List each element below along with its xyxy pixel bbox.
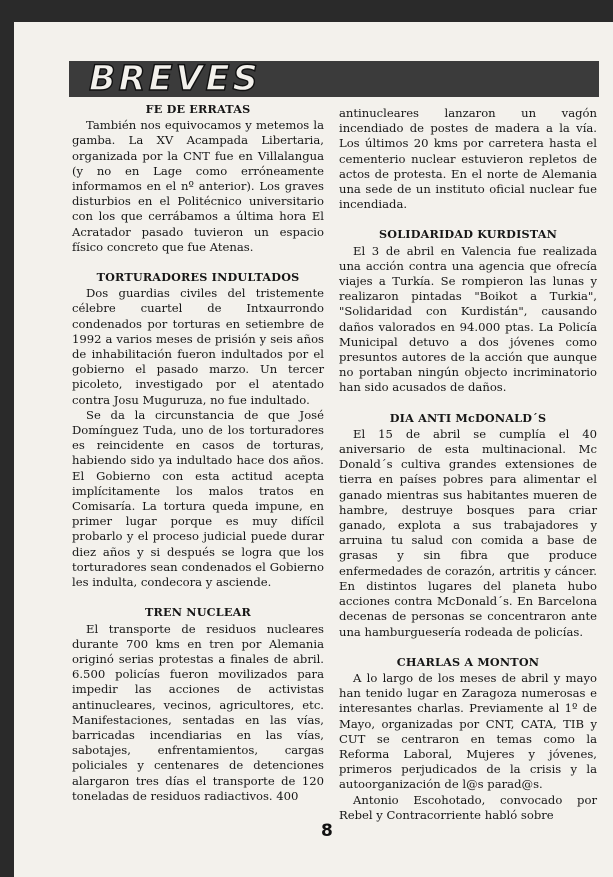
- article-heading: TORTURADORES INDULTADOS: [96, 270, 300, 285]
- article-paragraph: A lo largo de los meses de abril y mayo han tenido lugar en Zaragoza numerosas e interesantes charlas. Previamente al 1º de Mayo, organizadas por CNT, CATA, TIB y CUT se centraron en temas como la Reforma Laboral, Mujeres y jóvenes, primeros perjudicados de la crisis y la autoorganización de l@s parad@s.: [339, 670, 597, 792]
- article-paragraph: El 15 de abril se cumplía el 40 aniversario de esta multinacional. Mc Donald´s cultiva grandes extensiones de tierra en países pobres para alimentar el ganado mientras sus habitantes mueren de hambre, destruye bosques para criar ganado, explota a sus trabajadores y arruina tu salud con comida a base de grasas y sin fibra que produce enfermedades de corazón, artritis y cáncer. En distintos lugares del planeta hubo acciones contra McDonald´s. En Barcelona decenas de personas se concentraron ante una hamburguesería rodeada de policías.: [339, 426, 597, 639]
- article-heading: TREN NUCLEAR: [145, 605, 251, 620]
- article-torturadores-indultados: [72, 270, 324, 590]
- article-paragraph: antinucleares lanzaron un vagón incendiado de postes de madera a la vía. Los últimos 20 kms por carretera hasta el cementerio nuclear estuvieron repletos de actos de protesta. En el norte de Alemania una sede de un instituto oficial nuclear fue incendiada.: [339, 106, 597, 212]
- magazine-page: [14, 22, 613, 877]
- section-banner: [69, 61, 599, 97]
- article-tren-nuclear: [72, 605, 324, 804]
- article-dia-anti-mcdonalds: [339, 411, 597, 640]
- article-heading: DIA ANTI McDONALD´S: [389, 410, 547, 425]
- left-column: [72, 102, 324, 804]
- right-column: [339, 106, 597, 823]
- article-tren-nuclear-continued: [339, 106, 597, 212]
- article-paragraph: También nos equivocamos y metemos la gamba. La XV Acampada Libertaria, organizada por la CNT fue en Villalangua (y no en Lage como erróneamente informamos en el nº anterior). Los graves disturbios en el Politécnico universitario con los que cerrábamos a última hora El Acratador pasado tuvieron un espacio físico concreto que fue Atenas.: [72, 118, 324, 254]
- article-fe-de-erratas: [72, 102, 324, 255]
- article-heading: FE DE ERRATAS: [145, 102, 251, 116]
- article-paragraph: Se da la circunstancia de que José Domínguez Tuda, uno de los torturadores es reincidente en casos de torturas, habiendo sido ya indultado hace dos años. El Gobierno con esta actitud acepta implícitamente los malos tratos en Comisaría. La tortura queda impune, en primer lugar porque es muy difícil probarlo y el proceso judicial puede durar diez años y si después se logra que los torturadores sean condenados el Gobierno les indulta, condecora y asciende.: [72, 407, 324, 590]
- article-paragraph: Antonio Escohotado, convocado por Rebel y Contracorriente habló sobre: [339, 792, 597, 822]
- article-paragraph: El transporte de residuos nucleares durante 700 kms en tren por Alemania originó serias protestas a finales de abril. 6.500 policías fueron movilizados para impedir las acciones de activistas antinucleares, vecinos, agricultores, etc. Manifestaciones, sentadas en las vías, barricadas incendiarias en las vías, sabotajes, enfrentamientos, cargas policiales y centenares de detenciones alargaron tres días el transporte de 120 toneladas de residuos radiactivos. 400: [72, 621, 324, 803]
- page-number: 8: [321, 821, 333, 841]
- article-solidaridad-kurdistan: [339, 227, 597, 395]
- article-heading: CHARLAS A MONTON: [396, 654, 540, 669]
- article-paragraph: El 3 de abril en Valencia fue realizada una acción contra una agencia que ofrecía viajes a Turkía. Se rompieron las lunas y realizaron pintadas "Boikot a Turkia", "Solidaridad con Kurdistán", causando daños valorados en 94.000 ptas. La Policía Municipal detuvo a dos jóvenes como presuntos autores de la acción que aunque no portaban ningún objecto incriminatorio han sido acusados de daños.: [339, 243, 597, 395]
- article-paragraph: Dos guardias civiles del tristemente célebre cuartel de Intxaurrondo condenados por torturas en setiembre de 1992 a varios meses de prisión y seis años de inhabilitación fueron indultados por el gobierno el pasado marzo. Un tercer picoleto, investigado por el atentado contra Josu Muguruza, no fue indultado.: [72, 286, 324, 407]
- article-charlas-a-monton: [339, 655, 597, 823]
- banner-title: BREVES: [89, 59, 261, 99]
- article-heading: SOLIDARIDAD KURDISTAN: [378, 227, 558, 242]
